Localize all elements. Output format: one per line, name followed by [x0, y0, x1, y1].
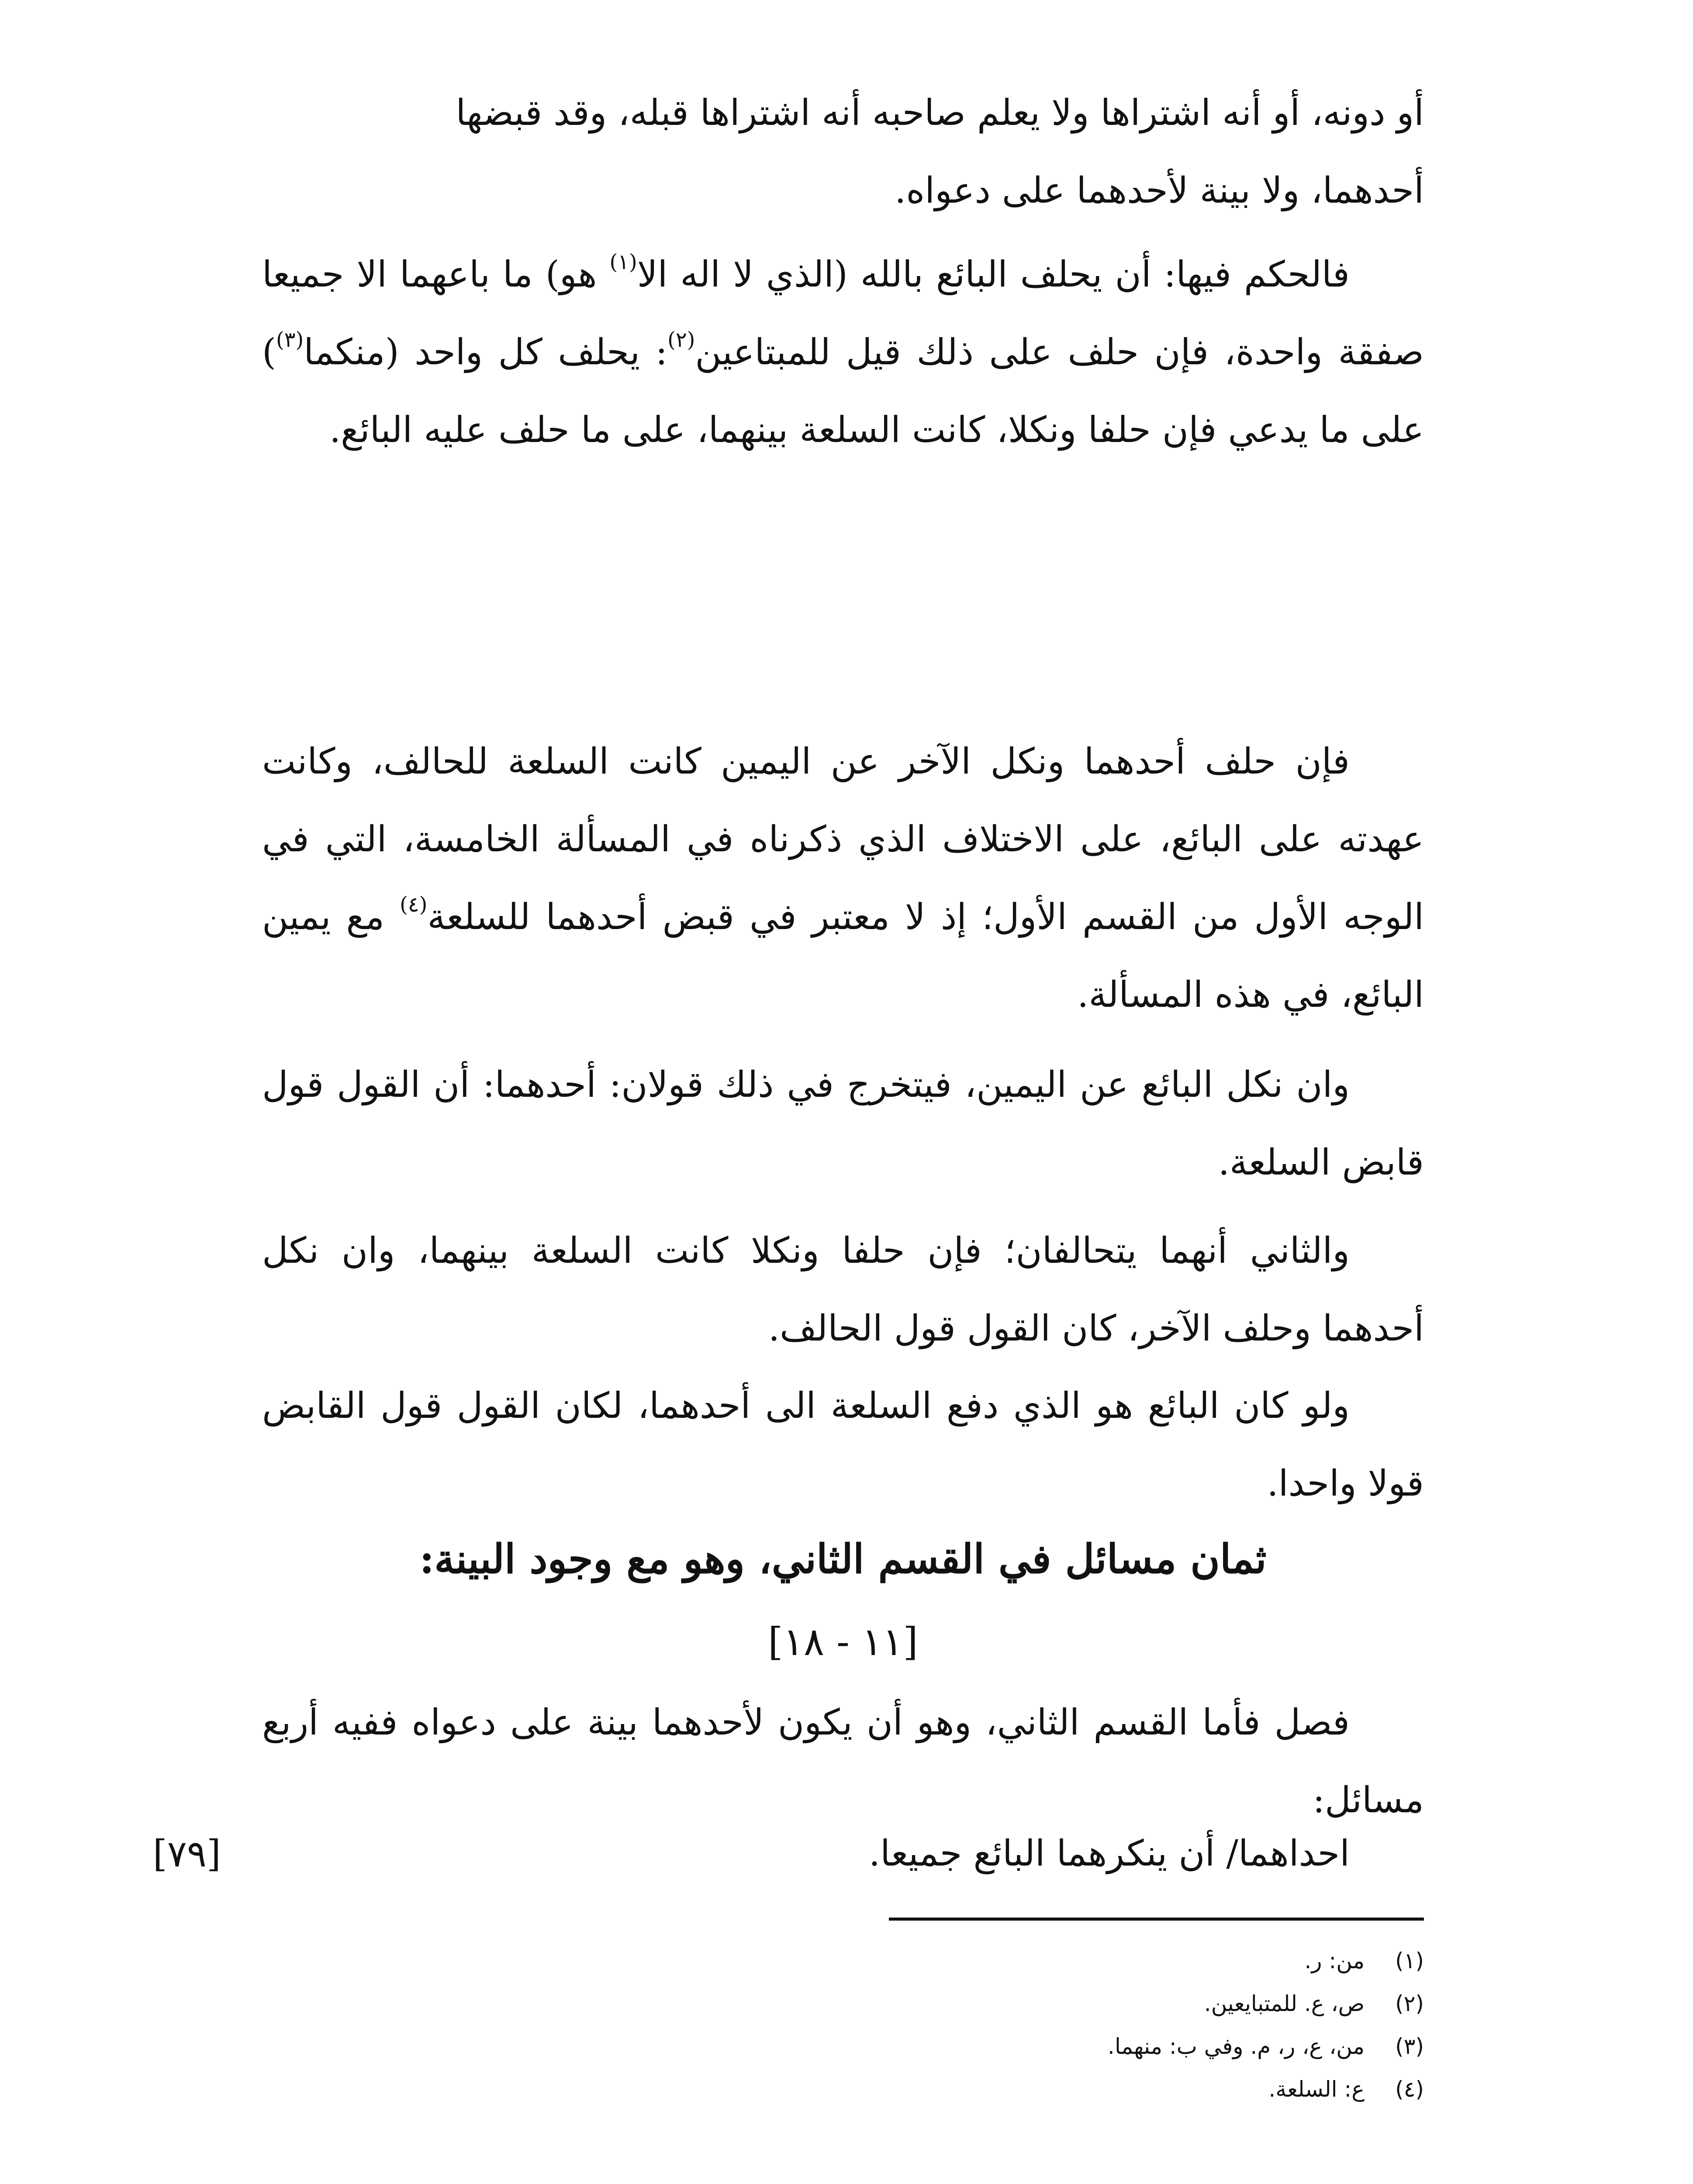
paragraph-second-view: والثاني أنهما يتحالفان؛ فإن حلفا ونكلا كانت السلعة بينهما، وان نكل أحدهما وحلف الآخر، كان القول قول الحالف. — [262, 1230, 1424, 1349]
footnote-text: ع: السلعة. — [1268, 2077, 1365, 2102]
paragraph-text: : يحلف كل واحد (منكما — [304, 332, 668, 373]
section-heading: ثمان مسائل في القسم الثاني، وهو مع وجود البينة: — [419, 1535, 1267, 1583]
paragraph-text: فإن حلف أحدهما ونكل الآخر عن اليمين كانت السلعة للحالف، وكانت عهدته على البائع، على الاختلاف الذي ذكرناه في المسألة الخامسة، التي في الوجه الأول من القسم الأول؛ إذ لا معتبر في قبض أحدهما للسلعة — [262, 741, 1424, 938]
margin-page-reference: [٧٩] — [153, 1832, 221, 1875]
footnote-number: (٣) — [1395, 2034, 1424, 2059]
footnote-marker: (٣) — [276, 328, 304, 352]
text-line: أو دونه، أو أنه اشتراها ولا يعلم صاحبه أنه اشتراها قبله، وقد قبضها — [456, 92, 1424, 134]
paragraph-text: فالحكم فيها: أن يحلف البائع بالله (الذي لا اله الا — [637, 254, 1350, 295]
footnotes — [786, 1939, 1424, 2111]
footnote-number: (١) — [1395, 1948, 1424, 1973]
section-range: [١١ - ١٨] — [768, 1619, 918, 1664]
footnote — [786, 2068, 1424, 2111]
footnote — [786, 2025, 1424, 2068]
paragraph-text: ) على ما يدعي فإن حلفا ونكلا، كانت السلعة بينهما، على ما حلف عليه البائع. — [262, 332, 1424, 451]
footnote-divider — [889, 1918, 1424, 1921]
paragraph-one-swears — [262, 723, 1424, 1034]
footnote — [786, 1939, 1424, 1982]
paragraph-continuation — [262, 74, 1424, 230]
first-issue-line: احداهما/ أن ينكرهما البائع جميعا. — [869, 1833, 1350, 1874]
paragraph-ruling — [262, 236, 1424, 469]
footnote-text: ص، ع. للمتبايعين. — [1204, 1991, 1365, 2016]
paragraph-seller-delivered: ولو كان البائع هو الذي دفع السلعة الى أحدهما، لكان القول قول القابض قولا واحدا. — [262, 1385, 1424, 1504]
paragraph-seller-declines: وان نكل البائع عن اليمين، فيتخرج في ذلك قولان: أحدهما: أن القول قول قابض السلعة. — [262, 1064, 1424, 1183]
paragraph-text: هو) ما باعهما الا جميعا صفقة واحدة، فإن حلف على ذلك قيل للمبتاعين — [262, 254, 1424, 373]
footnote-number: (٤) — [1395, 2077, 1424, 2102]
footnote-marker: (١) — [609, 250, 637, 274]
footnote-number: (٢) — [1395, 1991, 1424, 2016]
footnote-text: من، ع، ر، م. وفي ب: منهما. — [1108, 2034, 1365, 2059]
footnote-text: من: ر. — [1304, 1948, 1365, 1973]
paragraph-text: مع يمين البائع، في هذه المسألة. — [262, 896, 1424, 1016]
footnote-marker: (٤) — [400, 892, 428, 917]
footnote — [786, 1982, 1424, 2025]
footnote-marker: (٢) — [667, 328, 695, 352]
text-line: أحدهما، ولا بينة لأحدهما على دعواه. — [895, 170, 1424, 211]
chapter-paragraph: فصل فأما القسم الثاني، وهو أن يكون لأحدهما بينة على دعواه ففيه أربع مسائل: — [262, 1702, 1424, 1821]
